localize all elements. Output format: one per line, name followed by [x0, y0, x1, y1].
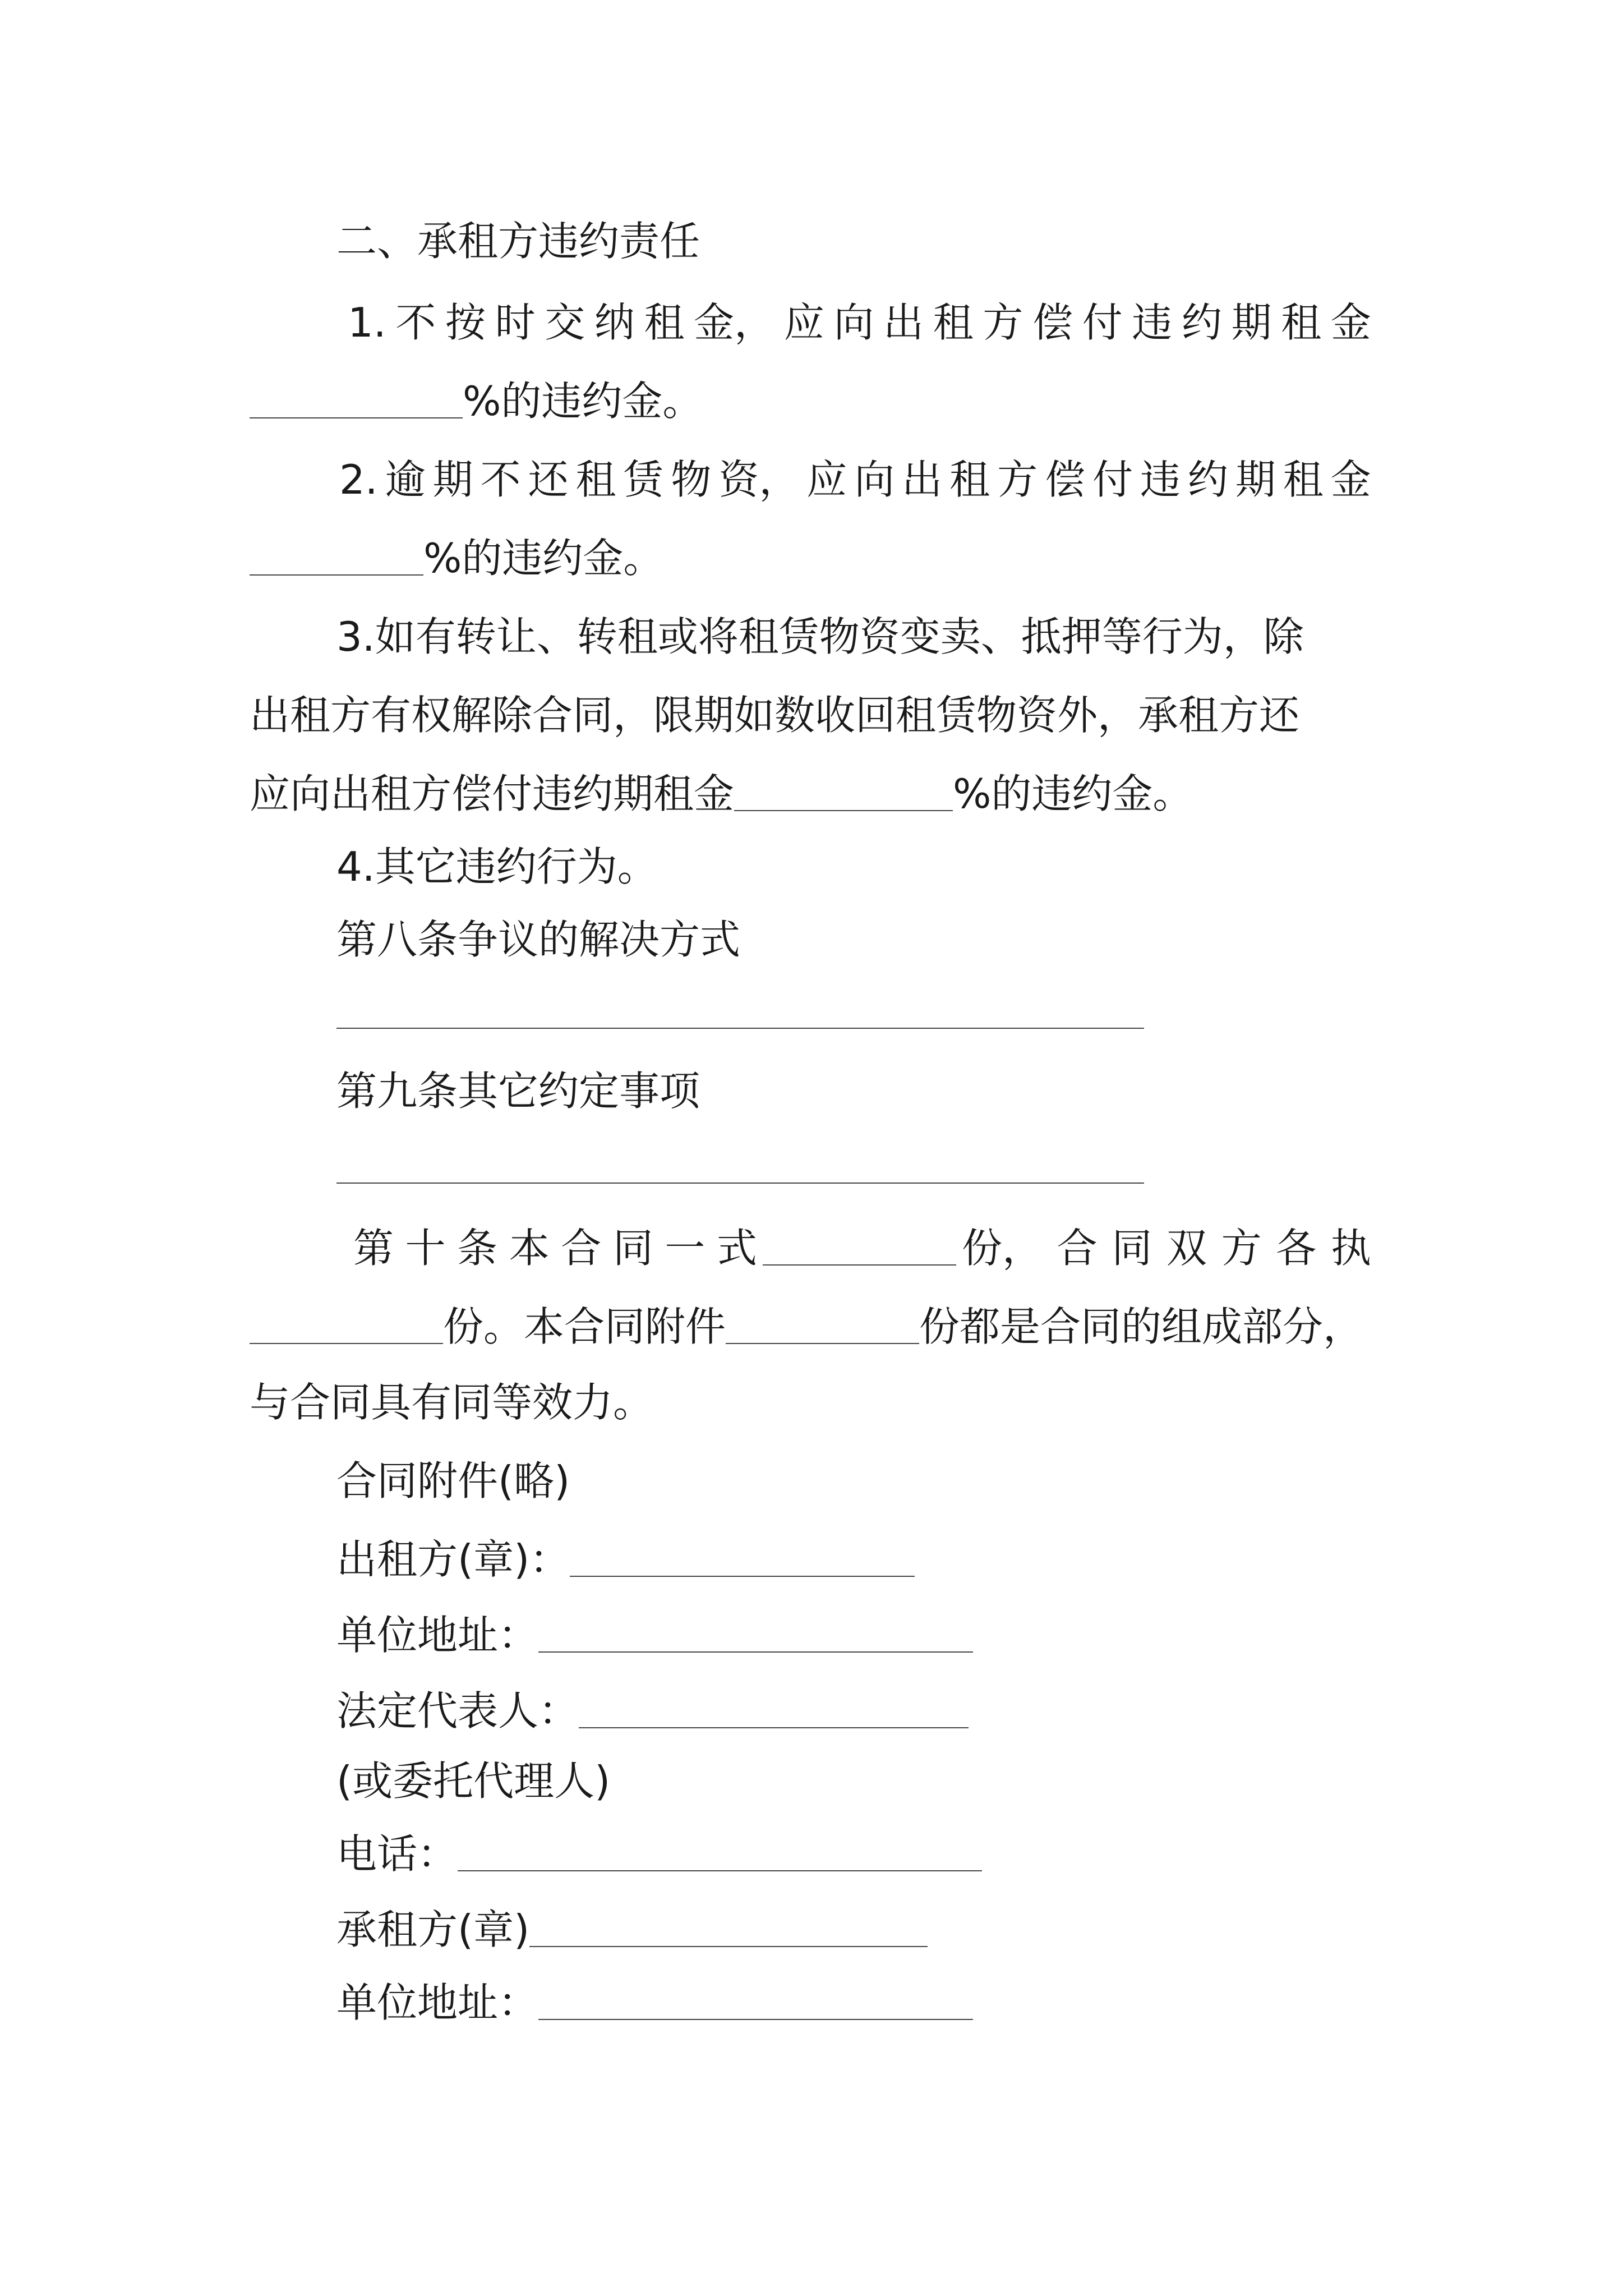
text-glyph: 合	[561, 1225, 602, 1272]
text-glyph: 十	[405, 1225, 446, 1272]
text-glyph: 资，	[718, 456, 800, 503]
text-glyph: 租	[1281, 299, 1322, 346]
text-glyph: 期	[432, 456, 473, 503]
text-glyph: 第	[353, 1225, 394, 1272]
text-glyph: 付	[1082, 299, 1123, 346]
text-glyph: 式	[716, 1225, 757, 1272]
attachment-copies-blank[interactable]	[726, 1301, 919, 1344]
text-glyph: 应	[783, 299, 824, 346]
text-glyph: 2.	[339, 456, 378, 503]
text-glyph: 租	[1283, 456, 1324, 503]
text-glyph: 约	[1187, 456, 1228, 503]
text-glyph: 付	[1092, 456, 1133, 503]
lessor-field[interactable]	[570, 1534, 915, 1577]
item-3-line-3	[250, 769, 1193, 819]
item-3-line-1: 3.如有转让、转租或将租赁物资变卖、抵押等行为，除	[336, 613, 1304, 660]
text-glyph: 方	[983, 299, 1023, 346]
copies-total-blank[interactable]	[763, 1223, 956, 1266]
item-4: 4.其它违约行为。	[336, 843, 658, 890]
text-glyph: 本	[509, 1225, 550, 1272]
article-9-blank-line[interactable]	[336, 1182, 1144, 1184]
copies-each-blank[interactable]	[250, 1301, 443, 1344]
article-10-line-2	[250, 1301, 1371, 1352]
text-glyph: 按	[445, 299, 486, 346]
lessor-row	[336, 1534, 915, 1585]
text-glyph: 违	[1132, 299, 1173, 346]
article-8-blank-line[interactable]	[336, 1028, 1144, 1029]
agent-label: (或委托代理人)	[336, 1757, 611, 1805]
text-glyph: 租	[575, 456, 616, 503]
penalty-rate-blank-1[interactable]	[250, 376, 463, 418]
item-3-prefix: 应向出租方偿付违约期租金	[250, 770, 735, 817]
address-label-2: 单位地址：	[336, 1979, 539, 2026]
legal-rep-field[interactable]	[579, 1686, 969, 1728]
text-glyph: 时	[495, 299, 536, 346]
legal-rep-row	[336, 1686, 969, 1736]
item-3-suffix: %的违约金。	[953, 770, 1193, 817]
article-10-suffix: 份都是合同的组成部分，	[919, 1303, 1364, 1350]
text-glyph: 各	[1276, 1225, 1317, 1272]
lessor-address-field[interactable]	[538, 1610, 973, 1653]
text-glyph: 同	[1112, 1225, 1152, 1272]
text-glyph: 逾	[385, 456, 426, 503]
text-glyph: 份，	[962, 1225, 1043, 1272]
article-10-lead	[353, 1223, 757, 1273]
lessee-row	[336, 1904, 928, 1955]
text-glyph: 向	[833, 299, 874, 346]
text-glyph: 出	[883, 299, 924, 346]
legal-rep-label: 法定代表人：	[336, 1687, 579, 1734]
text-glyph: 还	[528, 456, 569, 503]
text-glyph: 方	[1221, 1225, 1262, 1272]
penalty-rate-blank-2[interactable]	[250, 533, 423, 576]
text-glyph: 双	[1166, 1225, 1207, 1272]
text-glyph: 不	[395, 299, 436, 346]
article-10-line-3: 与合同具有同等效力。	[250, 1379, 654, 1426]
text-glyph: 一	[665, 1225, 706, 1272]
text-glyph: 约	[1181, 299, 1222, 346]
text-glyph: 执	[1330, 1225, 1371, 1272]
text-glyph: 出	[902, 456, 943, 503]
text-glyph: 赁	[623, 456, 664, 503]
text-glyph: 应	[806, 456, 847, 503]
item-2-line-1	[339, 454, 1371, 505]
article-10-mid-text: 份。本合同附件	[443, 1303, 726, 1350]
phone-row	[336, 1829, 982, 1879]
phone-label: 电话：	[336, 1830, 458, 1878]
lessor-address-row	[336, 1610, 973, 1660]
text-glyph: 租	[933, 299, 974, 346]
text-glyph: 偿	[1045, 456, 1086, 503]
text-glyph: 物	[671, 456, 712, 503]
item-2-suffix: %的违约金。	[423, 535, 664, 582]
article-10-mid	[962, 1223, 1371, 1273]
item-1-line-1	[348, 297, 1371, 348]
text-glyph: 不	[480, 456, 521, 503]
lessee-field[interactable]	[529, 1904, 928, 1947]
lessee-label: 承租方(章)	[336, 1906, 530, 1953]
phone-field[interactable]	[458, 1829, 982, 1871]
text-glyph: 期	[1235, 456, 1276, 503]
text-glyph: 交	[545, 299, 585, 346]
text-glyph: 租	[644, 299, 685, 346]
item-3-line-2: 出租方有权解除合同，限期如数收回租赁物资外，承租方还	[250, 692, 1300, 739]
text-glyph: 租	[949, 456, 990, 503]
text-glyph: 金	[1330, 456, 1371, 503]
text-glyph: 同	[612, 1225, 653, 1272]
text-glyph: 金	[1330, 299, 1371, 346]
section-heading: 二、承租方违约责任	[336, 218, 700, 265]
text-glyph: 合	[1057, 1225, 1098, 1272]
lessor-label: 出租方(章)：	[336, 1536, 570, 1583]
text-glyph: 违	[1140, 456, 1181, 503]
text-glyph: 方	[997, 456, 1038, 503]
lessee-address-row	[336, 1977, 973, 2028]
item-1-suffix: %的违约金。	[463, 378, 703, 425]
text-glyph: 向	[854, 456, 895, 503]
lessee-address-field[interactable]	[538, 1977, 973, 2020]
text-glyph: 纳	[594, 299, 635, 346]
attachment-note: 合同附件(略)	[336, 1457, 570, 1504]
address-label-1: 单位地址：	[336, 1612, 539, 1659]
text-glyph: 期	[1231, 299, 1272, 346]
item-1-line-2	[250, 376, 703, 426]
text-glyph: 金，	[694, 299, 775, 346]
text-glyph: 条	[457, 1225, 498, 1272]
penalty-rate-blank-3[interactable]	[734, 769, 953, 811]
article-9-heading: 第九条其它约定事项	[336, 1068, 700, 1115]
article-8-heading: 第八条争议的解决方式	[336, 916, 741, 963]
text-glyph: 1.	[348, 299, 386, 346]
text-glyph: 偿	[1032, 299, 1073, 346]
article-10-line-1	[353, 1223, 1371, 1273]
item-2-line-2	[250, 533, 663, 583]
